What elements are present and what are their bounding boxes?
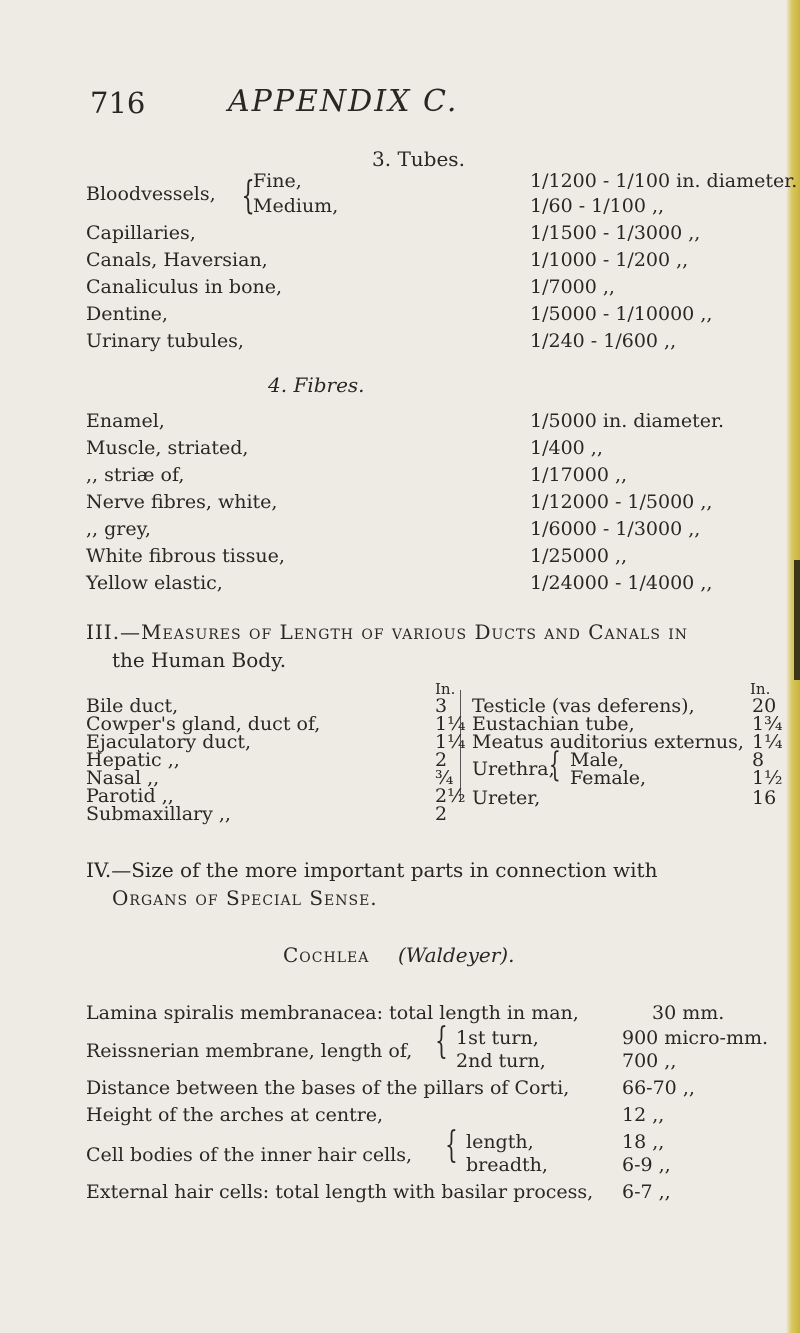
cochlea-row-sub: 1st turn, bbox=[456, 1027, 539, 1049]
duct-label: Meatus auditorius externus, bbox=[472, 731, 744, 753]
cochlea-row-value: 900 micro-mm. bbox=[622, 1027, 769, 1049]
fibres-row-value: 1/17000 ,, bbox=[530, 464, 628, 486]
cochlea-source: (Waldeyer). bbox=[398, 943, 515, 967]
cochlea-row-sub: length, bbox=[466, 1131, 534, 1153]
tubes-row-label: Capillaries, bbox=[86, 222, 196, 244]
fibres-row-value: 1/25000 ,, bbox=[530, 545, 628, 567]
tubes-row-value: 1/1500 - 1/3000 ,, bbox=[530, 222, 701, 244]
duct-label: Nasal ,, bbox=[86, 767, 160, 789]
tubes-row-value: 1/7000 ,, bbox=[530, 276, 615, 298]
fibres-row-label: White fibrous tissue, bbox=[86, 545, 285, 567]
tubes-row-label: Canals, Haversian, bbox=[86, 249, 268, 271]
duct-value: 8 bbox=[752, 749, 765, 771]
tubes-row-value: 1/240 - 1/600 ,, bbox=[530, 330, 677, 352]
cochlea-row-value: 66-70 ,, bbox=[622, 1077, 695, 1099]
fibres-row-value: 1/5000 in. diameter. bbox=[530, 410, 725, 432]
duct-value: 16 bbox=[752, 787, 777, 809]
duct-value: 2½ bbox=[435, 785, 466, 807]
fibres-row-label: Muscle, striated, bbox=[86, 437, 249, 459]
duct-label: Parotid ,, bbox=[86, 785, 174, 807]
cochlea-row-value: 6-7 ,, bbox=[622, 1181, 671, 1203]
cochlea-row-sub: breadth, bbox=[466, 1154, 548, 1176]
tubes-row-label: Urinary tubules, bbox=[86, 330, 244, 352]
fibres-row-value: 1/400 ,, bbox=[530, 437, 603, 459]
page-number: 716 bbox=[90, 86, 146, 120]
cochlea-row-sub: 2nd turn, bbox=[456, 1050, 546, 1072]
duct-value: 1¼ bbox=[435, 713, 466, 735]
duct-label: Cowper's gland, duct of, bbox=[86, 713, 321, 735]
duct-value: 3 bbox=[435, 695, 448, 717]
duct-value: 1¾ bbox=[752, 713, 783, 735]
duct-label: Bile duct, bbox=[86, 695, 179, 717]
duct-label: Hepatic ,, bbox=[86, 749, 180, 771]
unit-header: In. bbox=[435, 680, 456, 698]
fibres-row-label: ,, striæ of, bbox=[86, 464, 185, 486]
cochlea-row-value: 700 ,, bbox=[622, 1050, 677, 1072]
duct-label: Ejaculatory duct, bbox=[86, 731, 252, 753]
fibres-row-value: 1/12000 - 1/5000 ,, bbox=[530, 491, 713, 513]
duct-value: 2 bbox=[435, 749, 448, 771]
tubes-row-label: Fine, bbox=[253, 170, 302, 192]
running-title: APPENDIX C. bbox=[228, 84, 459, 119]
tubes-row-value: 1/1000 - 1/200 ,, bbox=[530, 249, 689, 271]
fibres-row-label: Nerve fibres, white, bbox=[86, 491, 278, 513]
cochlea-row-label: Cell bodies of the inner hair cells, bbox=[86, 1144, 413, 1166]
duct-label: Ureter, bbox=[472, 787, 541, 809]
cochlea-row-label: Reissnerian membrane, length of, bbox=[86, 1040, 413, 1062]
cochlea-heading: Cochlea bbox=[283, 943, 370, 967]
duct-value: 20 bbox=[752, 695, 777, 717]
urethra-label: Urethra, bbox=[472, 758, 555, 780]
bloodvessels-brace: { bbox=[241, 173, 255, 217]
fibres-row-label: Yellow elastic, bbox=[86, 572, 223, 594]
cochlea-row-value: 6-9 ,, bbox=[622, 1154, 671, 1176]
tubes-row-value: 1/5000 - 1/10000 ,, bbox=[530, 303, 713, 325]
cochlea-row-label: External hair cells: total length with basilar process, bbox=[86, 1181, 594, 1203]
section4-subtitle: Organs of Special Sense. bbox=[112, 886, 378, 910]
duct-value: 1¼ bbox=[752, 731, 783, 753]
cochlea-row-value: 18 ,, bbox=[622, 1131, 665, 1153]
page-edge-shadow bbox=[794, 560, 800, 680]
fibres-row-label: Enamel, bbox=[86, 410, 165, 432]
cochlea-row-value: 12 ,, bbox=[622, 1104, 665, 1126]
tubes-row-label: Dentine, bbox=[86, 303, 168, 325]
fibres-row-value: 1/24000 - 1/4000 ,, bbox=[530, 572, 713, 594]
duct-label: Female, bbox=[570, 767, 647, 789]
hair-cell-brace: { bbox=[445, 1125, 458, 1166]
duct-label: Testicle (vas deferens), bbox=[472, 695, 695, 717]
bloodvessels-label: Bloodvessels, bbox=[86, 183, 216, 205]
cochlea-row-label: Height of the arches at centre, bbox=[86, 1104, 384, 1126]
tubes-heading: 3. Tubes. bbox=[372, 147, 465, 171]
duct-label: Submaxillary ,, bbox=[86, 803, 231, 825]
duct-value: 1½ bbox=[752, 767, 783, 789]
tubes-row-label: Medium, bbox=[253, 195, 339, 217]
duct-label: Eustachian tube, bbox=[472, 713, 635, 735]
tubes-row-value: 1/60 - 1/100 ,, bbox=[530, 195, 665, 217]
section3-title: III.—Measures of Length of various Ducts and Canals in bbox=[86, 620, 689, 644]
duct-value: ¾ bbox=[435, 767, 454, 789]
section3-subtitle: the Human Body. bbox=[112, 648, 287, 672]
duct-label: Male, bbox=[570, 749, 625, 771]
cochlea-row-label: Lamina spiralis membranacea: total length in man, bbox=[86, 1002, 579, 1024]
duct-value: 1¼ bbox=[435, 731, 466, 753]
tubes-row-value: 1/1200 - 1/100 in. diameter. bbox=[530, 170, 798, 192]
reissner-brace: { bbox=[435, 1021, 448, 1062]
cochlea-row-value: 30 mm. bbox=[652, 1002, 725, 1024]
unit-header: In. bbox=[750, 680, 771, 698]
tubes-row-label: Canaliculus in bone, bbox=[86, 276, 283, 298]
fibres-row-value: 1/6000 - 1/3000 ,, bbox=[530, 518, 701, 540]
section4-title: IV.—Size of the more important parts in connection with bbox=[86, 858, 658, 882]
fibres-row-label: ,, grey, bbox=[86, 518, 151, 540]
duct-value: 2 bbox=[435, 803, 448, 825]
fibres-heading: 4. Fibres. bbox=[268, 373, 365, 397]
urethra-brace: { bbox=[548, 745, 561, 785]
cochlea-row-label: Distance between the bases of the pillars of Corti, bbox=[86, 1077, 570, 1099]
